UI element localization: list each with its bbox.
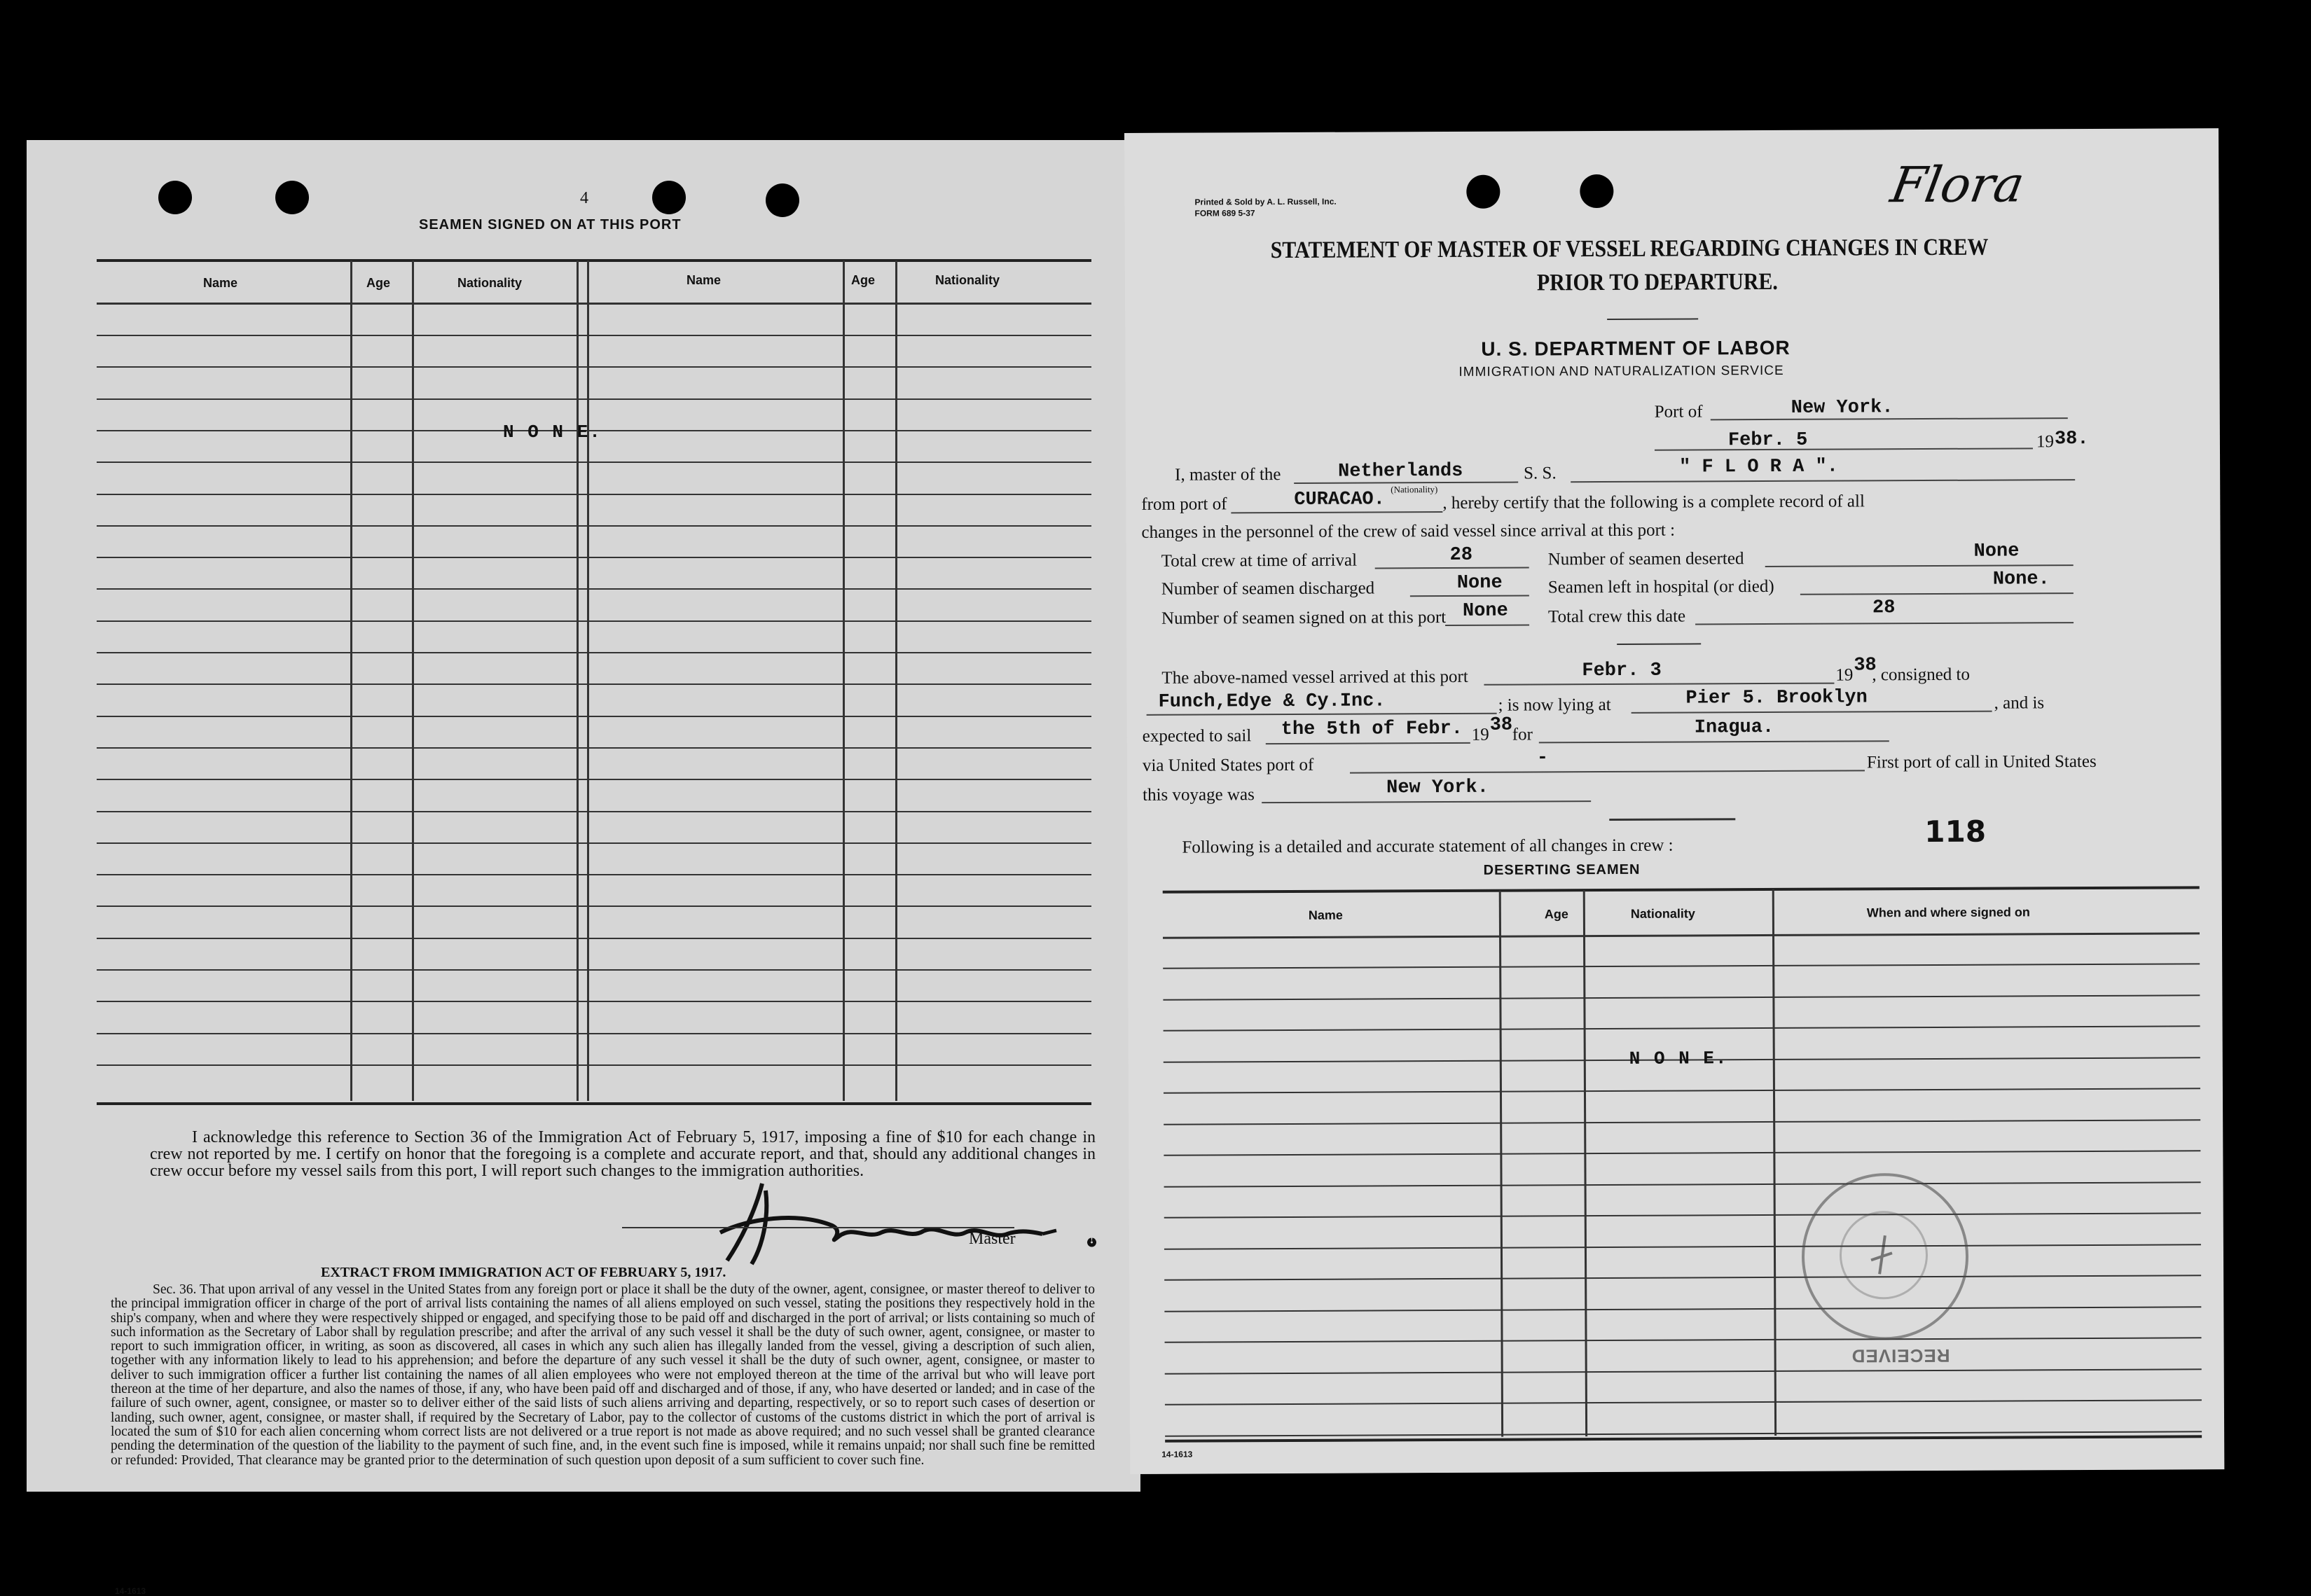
table-rule	[97, 1033, 1091, 1034]
form-subtitle: PRIOR TO DEPARTURE.	[1536, 268, 1778, 296]
table-rule	[97, 1001, 1091, 1002]
deserted-value: None	[1973, 541, 2020, 562]
nationality-note: (Nationality)	[1391, 484, 1438, 495]
table-rule	[1164, 1088, 2200, 1093]
table-rule	[97, 525, 1091, 527]
hospital-value: None.	[1992, 569, 2050, 590]
lying-label: ; is now lying at	[1498, 695, 1611, 715]
via-label: via United States port of	[1142, 755, 1314, 775]
table-rule	[1164, 1025, 2200, 1031]
table-rule	[97, 398, 1091, 400]
column-header: Age	[1544, 907, 1568, 922]
discharged-label: Number of seamen discharged	[1161, 578, 1375, 599]
expected-value: the 5th of Febr.	[1281, 718, 1463, 741]
table-rule	[97, 938, 1091, 939]
page-number: 4	[580, 189, 588, 207]
following-text: Following is a detailed and accurate statement of all changes in crew :	[1182, 835, 1674, 857]
total-crew-date-label: Total crew this date	[1547, 606, 1686, 627]
voyage-value: New York.	[1386, 777, 1489, 799]
table-rule	[1164, 1244, 2201, 1249]
table-rule	[1163, 994, 2200, 1000]
acknowledgement-text: I acknowledge this reference to Section 36 of the Immigration Act of February 5, 1917, imposing a fine of $10 for each change in crew not reported by me. I certify on honor that the foregoing is a complete and accurate report, and that, should any additional changes in crew occur before my vessel sails from this port, I will report such changes to the immigration authorities.	[150, 1128, 1096, 1180]
first-port-label: First port of call in United States	[1866, 751, 2097, 772]
expected-label: expected to sail	[1142, 726, 1252, 746]
column-header: Nationality	[935, 273, 1000, 287]
port-value: New York.	[1791, 397, 1893, 419]
for-value: Inagua.	[1694, 716, 1774, 739]
received-stamp: RECEIVED	[1851, 1345, 1950, 1367]
column-header: Name	[1308, 908, 1343, 922]
consigned-label: , consigned to	[1872, 665, 1971, 685]
table-rule	[1164, 1212, 2201, 1218]
table-rule	[1164, 1306, 2201, 1312]
table-rule	[97, 779, 1091, 780]
form-number: FORM 689 5-37	[1194, 208, 1255, 218]
signed-on-value: None	[1462, 600, 1508, 622]
table-rule	[97, 842, 1091, 844]
table-rule	[1165, 1399, 2202, 1405]
column-header: Age	[366, 276, 391, 290]
table-rule	[97, 683, 1091, 685]
punch-hole	[158, 181, 192, 214]
table-rule	[1164, 1150, 2200, 1156]
column-header: Name	[687, 273, 722, 287]
table-rule	[1164, 1181, 2201, 1187]
table-rule	[97, 494, 1091, 495]
handwritten-number: 118	[1924, 814, 1987, 849]
section-title: SEAMEN SIGNED ON AT THIS PORT	[419, 217, 682, 233]
master-label: Master	[969, 1230, 1016, 1248]
total-crew-date-value: 28	[1872, 597, 1896, 619]
form-title: STATEMENT OF MASTER OF VESSEL REGARDING CHANGES IN CREW	[1270, 234, 1989, 264]
table-rule	[97, 969, 1091, 971]
punch-hole	[1466, 175, 1500, 209]
punch-hole	[766, 183, 799, 217]
punch-hole	[652, 181, 686, 214]
extract-title: EXTRACT FROM IMMIGRATION ACT OF FEBRUARY 5, 1917.	[321, 1265, 726, 1280]
form-code: 14-1613	[1161, 1449, 1193, 1459]
date-value: Febr. 5	[1727, 429, 1808, 452]
table-rule	[1164, 1275, 2201, 1280]
table-rule	[97, 366, 1091, 368]
sail-year: 38	[1489, 714, 1513, 736]
master-signature	[713, 1170, 1161, 1275]
service-name: IMMIGRATION AND NATURALIZATION SERVICE	[1458, 363, 1784, 380]
column-header: Nationality	[457, 276, 523, 290]
discharged-value: None	[1456, 572, 1503, 594]
ship-name: " F L O R A ".	[1679, 456, 1838, 478]
deserted-label: Number of seamen deserted	[1547, 549, 1744, 569]
department-name: U. S. DEPARTMENT OF LABOR	[1481, 336, 1791, 360]
table-rule	[97, 620, 1091, 622]
for-label: for	[1512, 725, 1533, 744]
right-page	[1124, 128, 2224, 1474]
handwritten-ship-name: Flora	[1886, 155, 2029, 214]
column-header: When and where signed on	[1866, 905, 2030, 920]
arrived-label: The above-named vessel arrived at this port	[1161, 667, 1468, 688]
column-header: Nationality	[1630, 906, 1695, 921]
total-crew-arrival-label: Total crew at time of arrival	[1161, 550, 1358, 571]
left-page	[27, 140, 1140, 1596]
table-rule	[97, 462, 1091, 463]
year-prefix: 19	[2036, 432, 2054, 452]
master-nationality: Netherlands	[1338, 460, 1463, 483]
printer-credit: Printed & Sold by A. L. Russell, Inc.	[1194, 196, 1337, 207]
arrived-year-prefix: 19	[1835, 665, 1854, 685]
arrived-year: 38	[1854, 655, 1877, 676]
and-is-text: , and is	[1994, 693, 2045, 713]
table-rule	[97, 557, 1091, 558]
table-rule	[97, 905, 1091, 907]
via-value: -	[1536, 747, 1549, 769]
signed-on-label: Number of seamen signed on at this port	[1161, 608, 1447, 628]
table-rule	[97, 652, 1091, 653]
from-port-value: CURACAO.	[1294, 489, 1385, 511]
table-rule	[97, 588, 1091, 590]
table-rule	[97, 335, 1091, 336]
none-entry: N O N E.	[1629, 1048, 1728, 1069]
table-rule	[97, 811, 1091, 812]
total-crew-arrival-value: 28	[1449, 544, 1473, 566]
table-rule	[97, 716, 1091, 717]
sail-year-prefix: 19	[1471, 725, 1489, 744]
table-rule	[1165, 1368, 2202, 1374]
deserting-title: DESERTING SEAMEN	[1483, 861, 1641, 878]
hospital-label: Seamen left in hospital (or died)	[1547, 576, 1774, 597]
lying-value: Pier 5. Brooklyn	[1685, 687, 1868, 709]
section-36-text: Sec. 36. That upon arrival of any vessel in the United States from any foreign port or place it shall be the duty of the owner, agent, consignee, or master thereof to deliver to the principal immigration officer in charge of the port of arrival lists containing the names of all aliens employed on such vessel, stating the positions they respectively hold in the ship's company, when and where they were respectively shipped or engaged, and specifying those to be paid off and discharged in the port of arrival; or lists containing so much of such information as the Secretary of Labor shall by regulation prescribe; and after the arrival of any such vessel it shall be the duty of such owner, agent, consignee, or master to report to such immigration officer, in writing, as soon as discovered, all cases in which any such alien has illegally landed from the vessel, giving a description of such alien, together with any information likely to lead to his apprehension; and before the departure of any such vessel it shall be the duty of such owner, agent, consignee, or master to deliver to such immigration officer a further list containing the names of all alien employees who were not employed thereon at the time of the arrival but who will leave port thereon at the time of her departure, and also the names of those, if any, who have been paid off and discharged and of those, if any, who have deserted or landed; and in case of the failure of such owner, agent, consignee, or master so to deliver either of the said lists of such aliens arriving and departing, respectively, or so to report such cases of desertion or landing, such owner, agent, consignee, or master shall, if required by the Secretary of Labor, pay to the collector of customs of the customs district in which the port of arrival is located the sum of $10 for each alien concerning whom correct lists are not delivered or a true report is not made as above required; and no such vessel shall be granted clearance pending the determination of the question of the liability to the payment of such fine, and, in the event such fine is imposed, while it remains unpaid; nor shall such fine be remitted or refunded: Provided, That clearance may be granted prior to the determination of such question upon deposit of a sum sufficient to cover such fine.	[111, 1282, 1095, 1468]
punch-hole	[1580, 174, 1613, 208]
immigration-stamp	[1801, 1173, 1968, 1340]
certify-text-2: changes in the personnel of the crew of said vessel since arrival at this port :	[1141, 520, 1676, 542]
arrived-value: Febr. 3	[1582, 660, 1662, 682]
port-label: Port of	[1654, 402, 1703, 422]
consignee: Funch,Edye & Cy.Inc.	[1158, 691, 1386, 713]
table-rule	[1164, 1119, 2200, 1125]
table-rule	[1165, 1337, 2202, 1342]
none-entry: N O N E.	[503, 422, 602, 443]
voyage-label: this voyage was	[1143, 785, 1255, 805]
table-rule	[1163, 963, 2200, 969]
from-port-label: from port of	[1141, 494, 1227, 514]
year-value: 38.	[2054, 428, 2089, 450]
form-code: 14-1613	[115, 1586, 146, 1596]
master-of-label: I, master of the	[1175, 465, 1281, 485]
column-header: Name	[203, 276, 238, 290]
table-rule	[97, 747, 1091, 749]
certify-text: , hereby certify that the following is a complete record of all	[1442, 492, 1865, 513]
table-rule	[97, 874, 1091, 875]
column-header: Age	[851, 273, 876, 287]
ss-label: S. S.	[1524, 464, 1557, 483]
punch-hole	[275, 181, 309, 214]
table-rule	[97, 1064, 1091, 1066]
